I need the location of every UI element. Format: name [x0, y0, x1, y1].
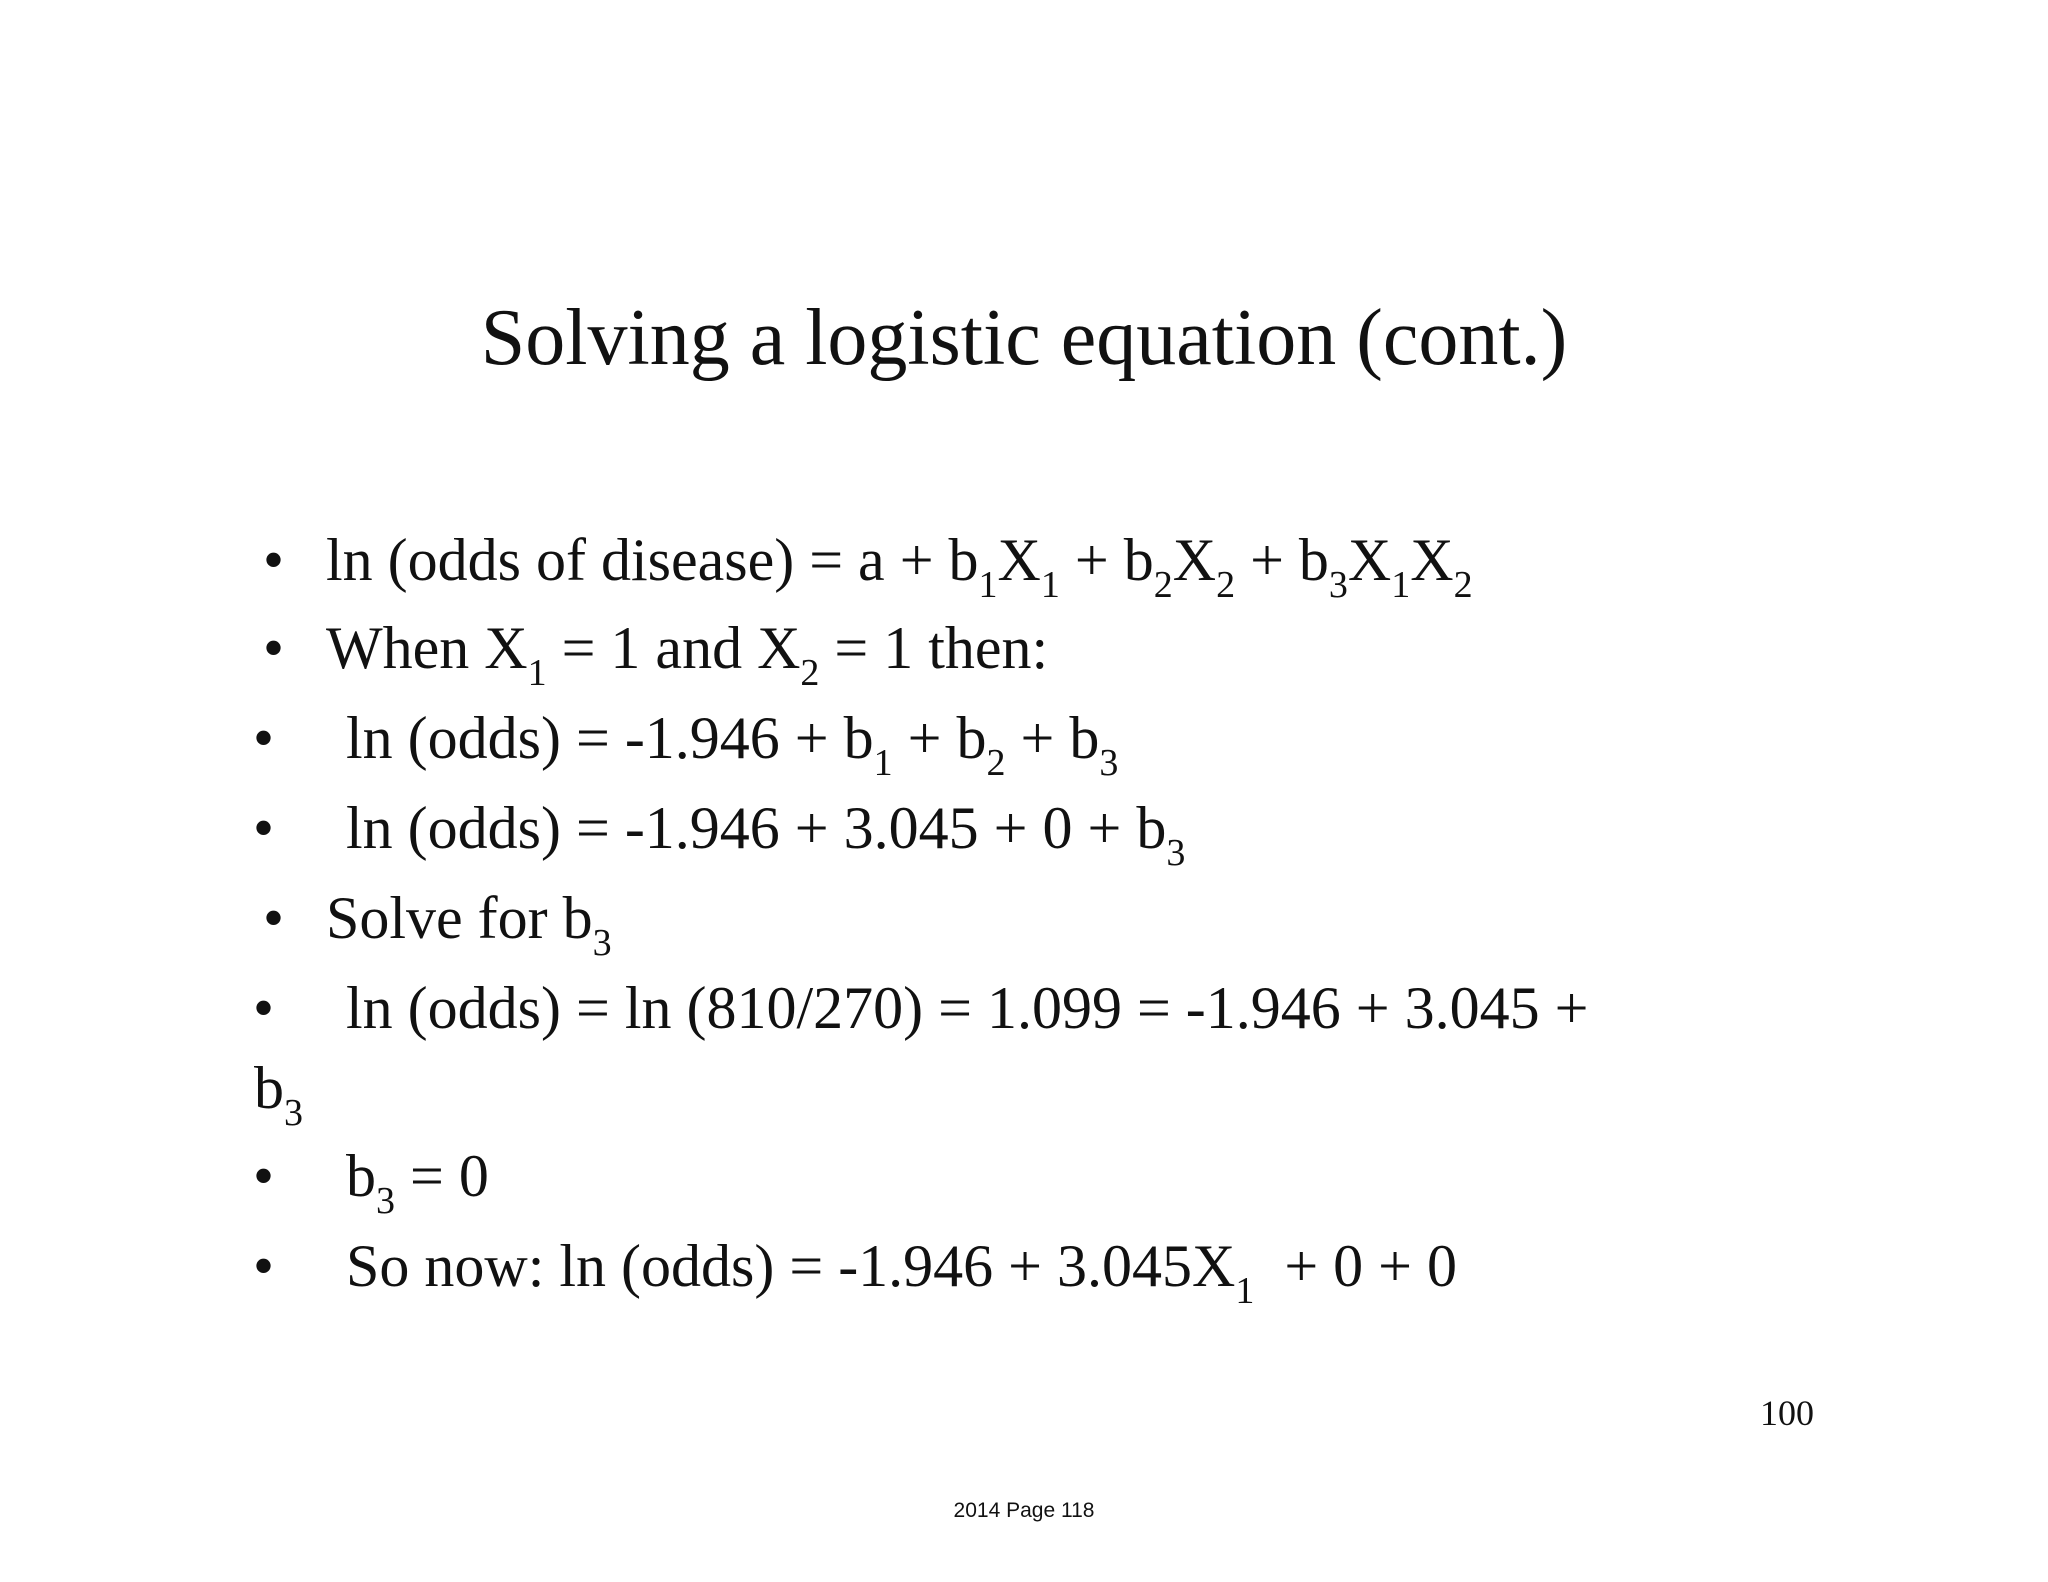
page-footer: 2014 Page 118 — [953, 1499, 1095, 1522]
bullet-dot: • — [253, 1143, 275, 1209]
bullet-text: ln (odds of disease) = $a + b_1X_1 + b_2X_2 + b_3X_1X_2$ — [326, 527, 1473, 607]
bullet-text: ln (odds) = ln (810/270) = 1.099 = -1.946 + 3.045 + — [346, 975, 1589, 1041]
bullet-dot: • — [263, 527, 285, 593]
bullet-dot: • — [253, 705, 275, 771]
slide-number: 100 — [1760, 1393, 1814, 1433]
bullet-text: ln (odds) = $-1.946 + 3.045 + 0 + b_3$ — [346, 795, 1186, 875]
slide-title: Solving a logistic equation (cont.) — [480, 294, 1568, 382]
bullet-dot: • — [253, 795, 275, 861]
bullet-dot: • — [253, 975, 275, 1041]
bullet-text: Solve for $b_3$ — [326, 885, 612, 965]
bullet-text: $b_3 = 0$ — [346, 1143, 489, 1223]
bullet-dot: • — [253, 1233, 275, 1299]
bullet-text: ln (odds) = $-1.946 + b_1 + b_2 + b_3$ — [346, 705, 1119, 785]
bullet-odds-calculation-continuation: $b_3$ — [254, 1055, 303, 1135]
bullet-dot: • — [263, 615, 285, 681]
bullet-text: When $X_1 = 1$ and $X_2 = 1$ then: — [326, 615, 1049, 695]
bullet-text: So now: ln (odds) = $-1.946 + 3.045X_1 + 0 + 0$ — [346, 1233, 1458, 1313]
bullet-dot: • — [263, 885, 285, 951]
